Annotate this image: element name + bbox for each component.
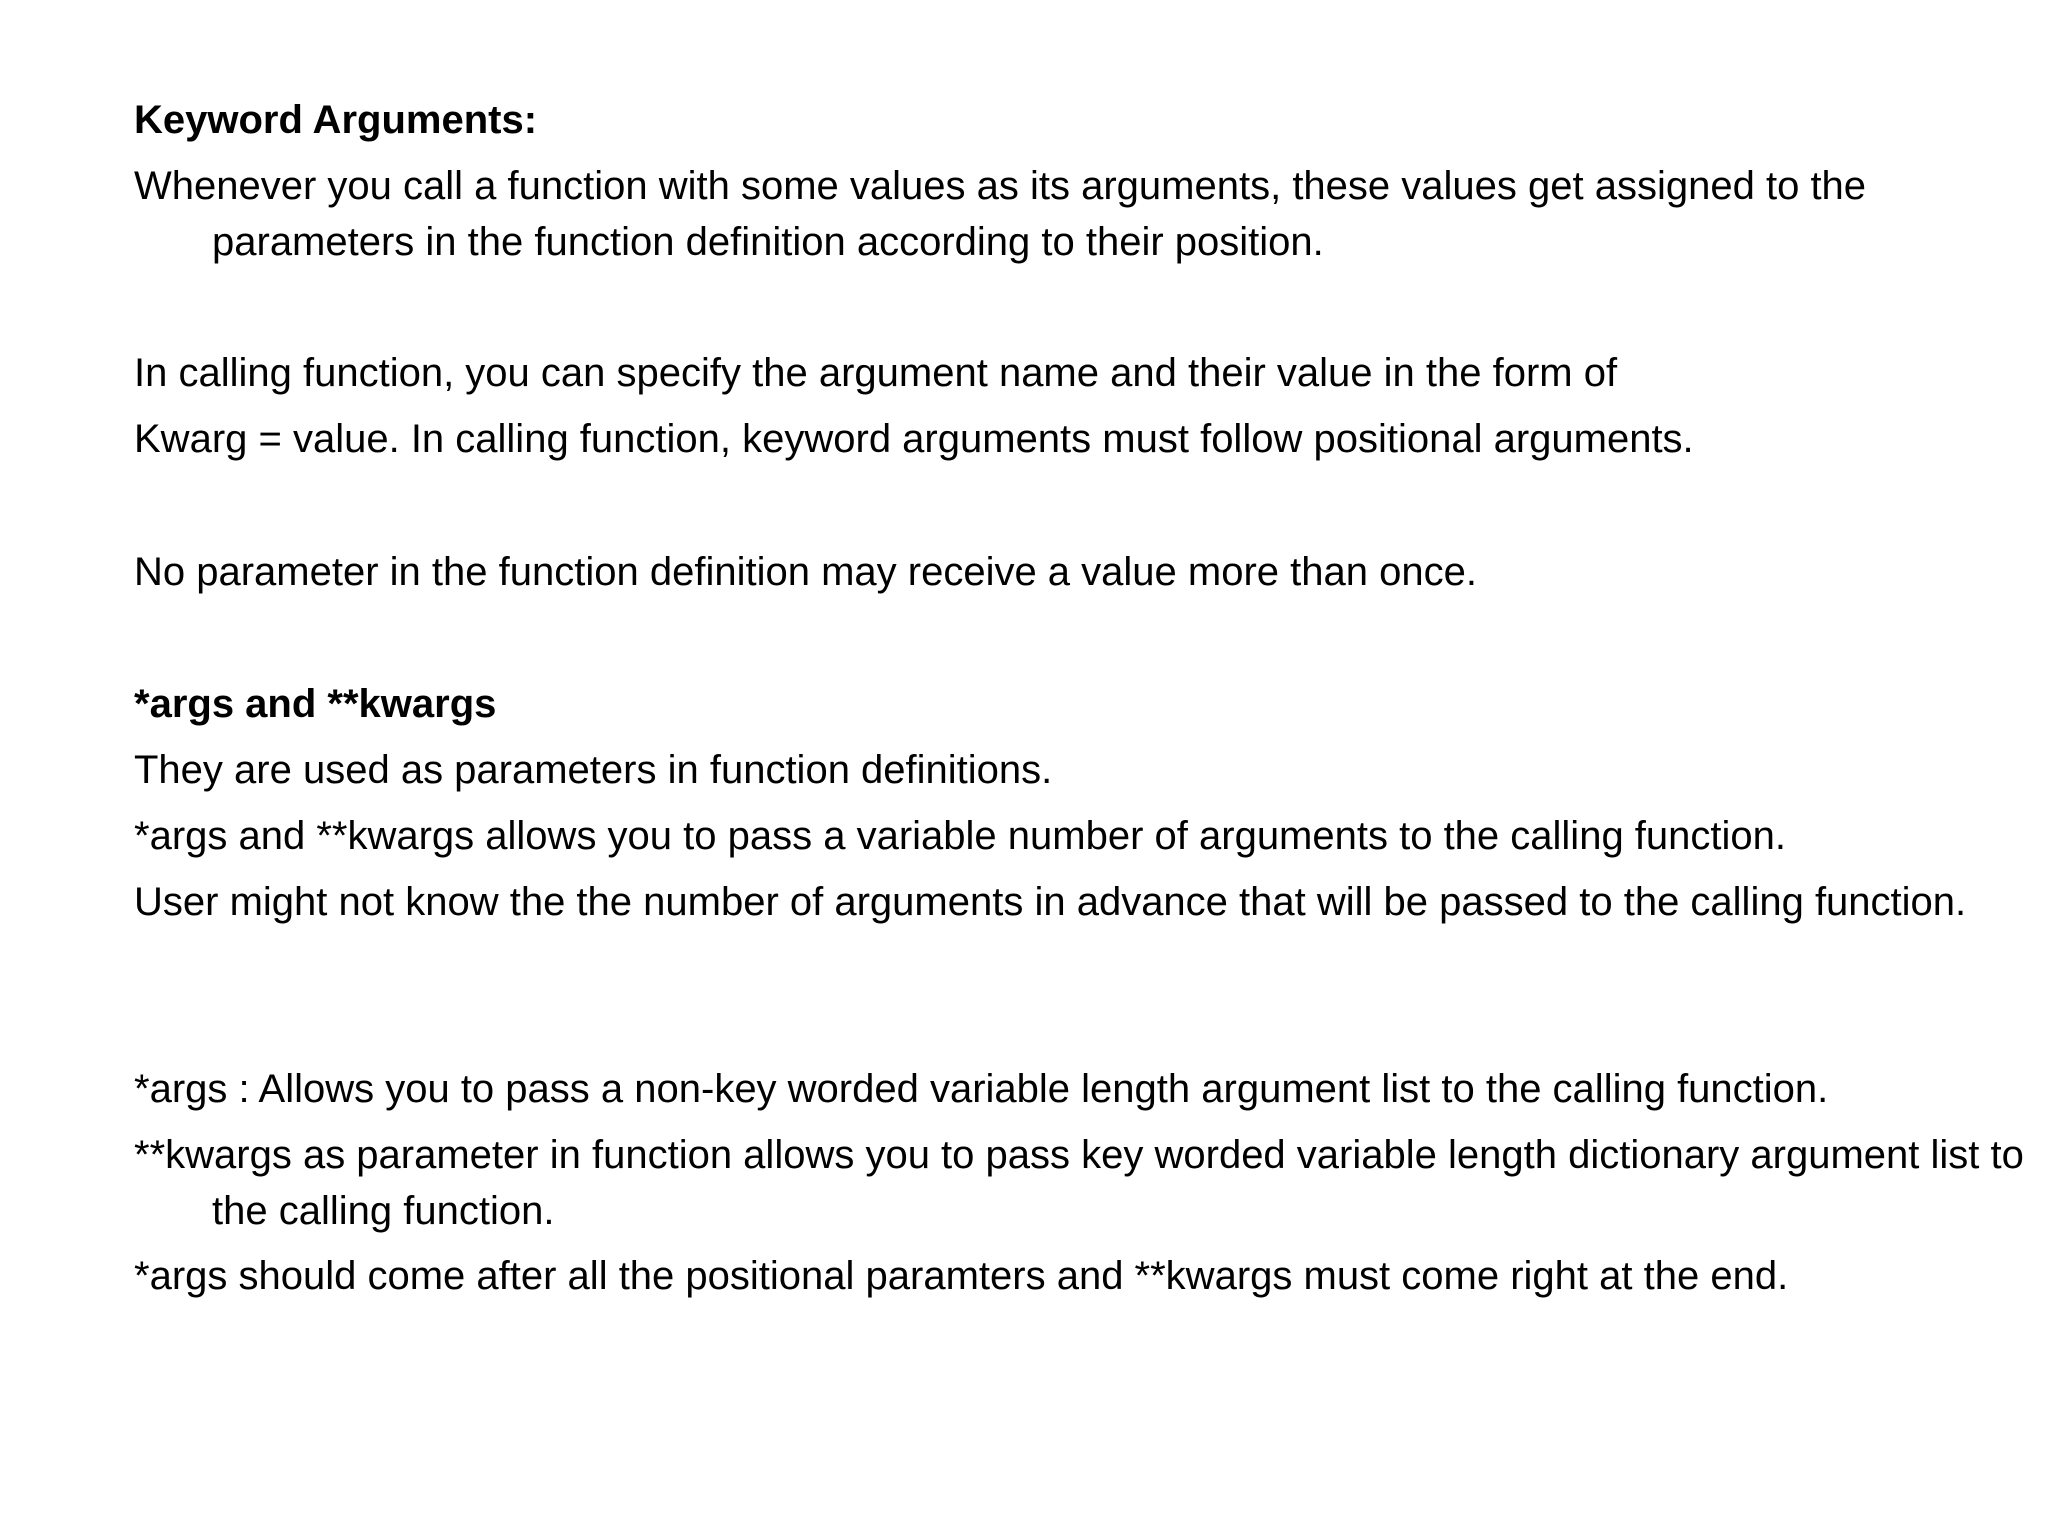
heading-args-kwargs: *args and **kwargs: [134, 682, 497, 726]
paragraph-kwarg-order: Kwarg = value. In calling function, keyword arguments must follow positional arguments.: [134, 417, 1694, 461]
paragraph-args-definition: *args : Allows you to pass a non-key worded variable length argument list to the calling function.: [134, 1067, 1829, 1111]
paragraph-kwargs-definition: **kwargs as parameter in function allows you to pass key worded variable length dictionary argument list to the calling function.: [134, 1133, 2024, 1233]
paragraph-ordering-rule: *args should come after all the positional paramters and **kwargs must come right at the end.: [134, 1254, 1789, 1298]
paragraph-kwarg-form: In calling function, you can specify the argument name and their value in the form of: [134, 351, 1618, 395]
paragraph-variable-number: *args and **kwargs allows you to pass a variable number of arguments to the calling function.: [134, 814, 1787, 858]
paragraph-positional-assignment: Whenever you call a function with some values as its arguments, these values get assigned to the parameters in the function definition according to their position.: [134, 164, 1867, 264]
heading-keyword-arguments: Keyword Arguments:: [134, 98, 538, 142]
paragraph-no-duplicate-value: No parameter in the function definition may receive a value more than once.: [134, 550, 1477, 594]
paragraph-unknown-count: User might not know the the number of arguments in advance that will be passed to the calling function.: [134, 880, 1967, 924]
paragraph-used-as-parameters: They are used as parameters in function definitions.: [134, 748, 1053, 792]
